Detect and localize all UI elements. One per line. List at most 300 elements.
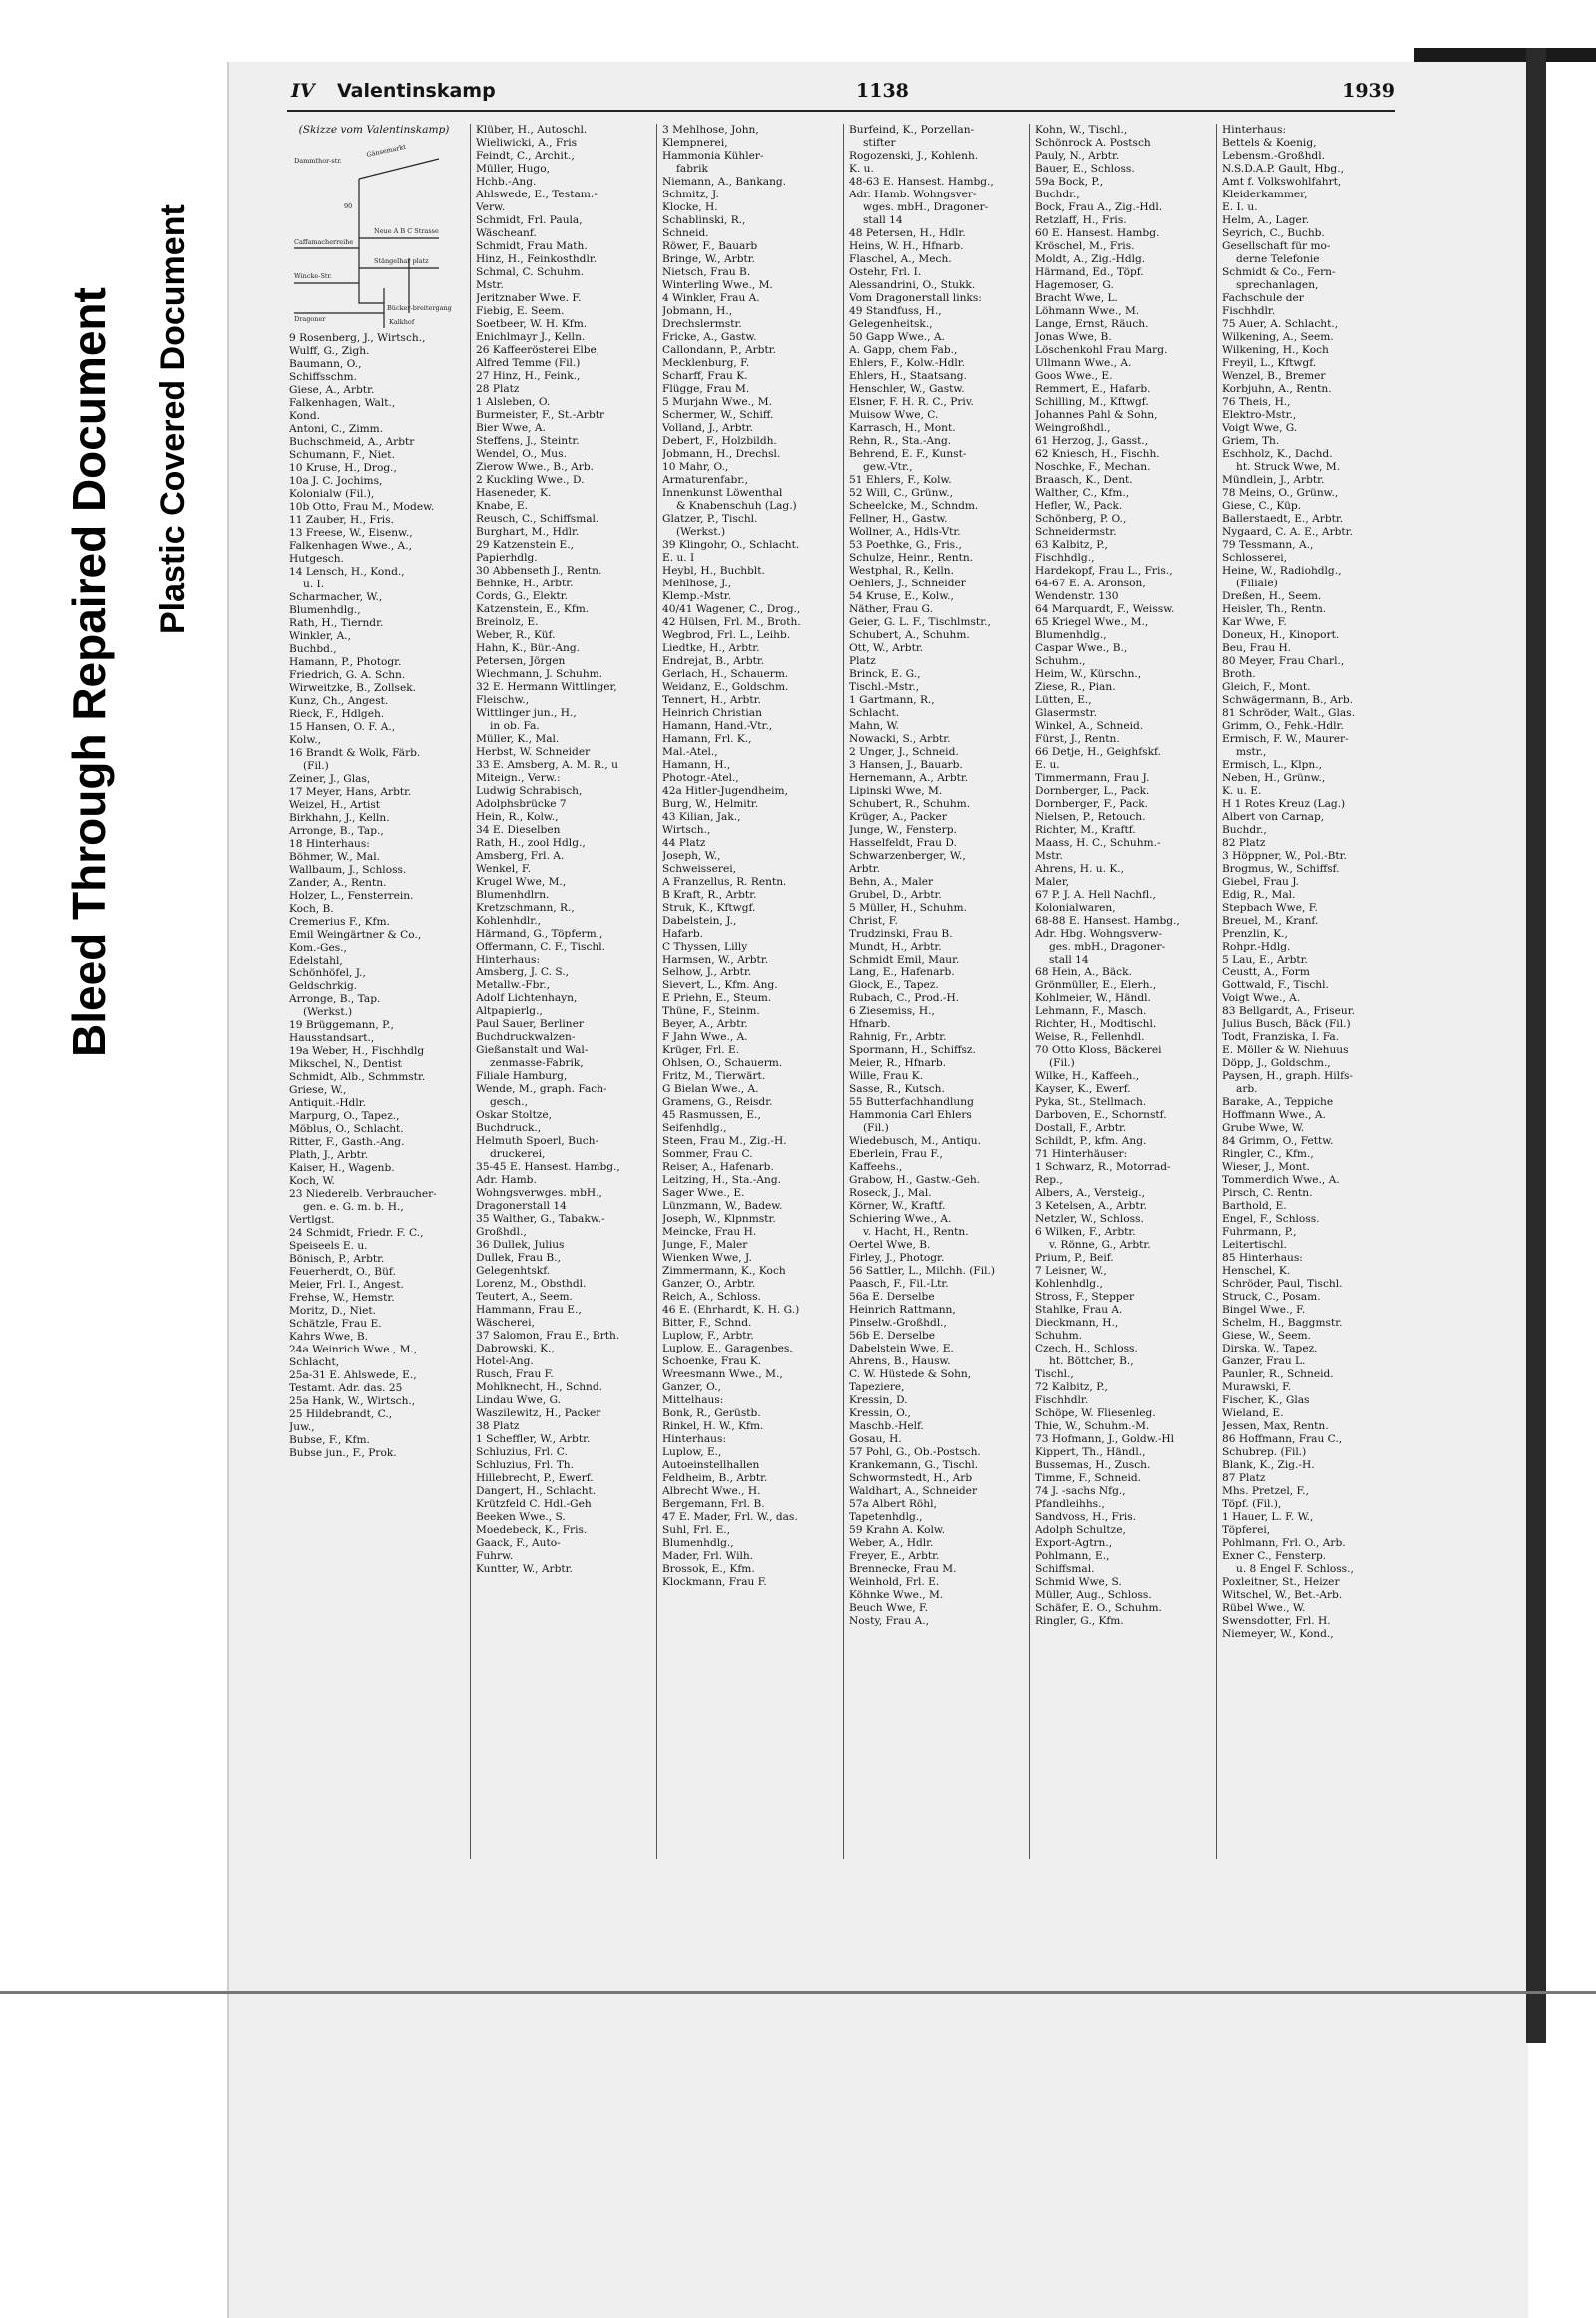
directory-entry: Engel, F., Schloss. — [1222, 1213, 1320, 1225]
directory-entry: Frehse, W., Hemstr. — [289, 1292, 395, 1304]
directory-entry: Tapetenhdlg., — [849, 1511, 923, 1523]
directory-entry: Schuhm., — [1035, 655, 1086, 667]
directory-entry: Bauer, E., Schloss. — [1035, 163, 1135, 175]
directory-entry: 10 Mahr, O., — [662, 461, 729, 473]
directory-entry: Schneidermstr. — [1035, 526, 1117, 538]
directory-entry: 78 Meins, O., Grünw., — [1222, 487, 1339, 499]
directory-entry: 24 Schmidt, Friedr. F. C., — [289, 1227, 424, 1239]
directory-entry: Beyer, A., Arbtr. — [662, 1018, 748, 1030]
directory-entry: Rogozenski, J., Kohlenh. — [849, 150, 979, 162]
directory-entry: Brennecke, Frau M. — [849, 1563, 957, 1575]
directory-entry: Hinterhaus: — [1222, 124, 1287, 136]
directory-entry: Kretzschmann, R., — [476, 902, 575, 914]
directory-entry: Waszilewitz, H., Packer — [476, 1407, 601, 1419]
directory-entry: Krugel Wwe, M., — [476, 876, 567, 888]
directory-entry: Kunz, Ch., Angest. — [289, 695, 389, 707]
directory-entry: 3 Ketelsen, A., Arbtr. — [1035, 1200, 1147, 1212]
directory-entry: in ob. Fa. — [490, 720, 540, 732]
directory-entry: Grönmüller, E., Elerh., — [1035, 979, 1157, 991]
directory-entry: E. Möller & W. Niehuus — [1222, 1044, 1349, 1056]
directory-entry: Bier Wwe, A. — [476, 422, 546, 434]
directory-entry: Teutert, A., Seem. — [476, 1291, 573, 1303]
directory-entry: Goos Wwe., E. — [1035, 370, 1113, 382]
directory-column-1 — [289, 124, 459, 1460]
directory-entry: 56b E. Derselbe — [849, 1330, 936, 1342]
directory-entry: Tommerdich Wwe., A. — [1222, 1174, 1340, 1186]
directory-entry: Löschenkohl Frau Marg. — [1035, 344, 1168, 356]
directory-entry: H 1 Rotes Kreuz (Lag.) — [1222, 798, 1346, 810]
directory-entry: Koch, W. — [289, 1175, 335, 1187]
directory-entry: Schulze, Heinr., Rentn. — [849, 552, 974, 564]
directory-entry: 83 Bellgardt, A., Friseur. — [1222, 1005, 1355, 1017]
directory-entry: 80 Meyer, Frau Charl., — [1222, 655, 1345, 667]
directory-entry: Cremerius F., Kfm. — [289, 916, 390, 928]
directory-entry: Hoffmann Wwe., A. — [1222, 1109, 1326, 1121]
directory-entry: 43 Kilian, Jak., — [662, 811, 741, 823]
directory-entry: Grubel, D., Arbtr. — [849, 889, 942, 901]
directory-entry: Prenzlin, K., — [1222, 928, 1288, 940]
directory-entry: Fischhdlg., — [1035, 552, 1095, 564]
directory-entry: A. Gapp, chem Fab., — [849, 344, 958, 356]
directory-entry: Lindau Wwe, G. — [476, 1394, 561, 1406]
directory-entry: K. u. — [849, 163, 874, 175]
directory-entry: 67 P. J. A. Hell Nachfl., — [1035, 889, 1156, 901]
directory-entry: Koch, B. — [289, 903, 334, 915]
directory-entry: Mehlhose, J., — [662, 578, 732, 589]
directory-entry: Schönberg, P. O., — [1035, 513, 1127, 525]
directory-entry: Speiseels E. u. — [289, 1240, 368, 1252]
directory-entry: Reich, A., Schloss. — [662, 1291, 761, 1303]
directory-entry: Miteign., Verw.: — [476, 772, 561, 784]
directory-entry: 15 Hansen, O. F. A., — [289, 721, 396, 733]
directory-entry: Schermer, W., Schiff. — [662, 409, 774, 421]
directory-entry: 9 Rosenberg, J., Wirtsch., — [289, 332, 426, 344]
directory-entry: Lebensm.-Großhdl. — [1222, 150, 1325, 162]
directory-entry: Schubrep. (Fil.) — [1222, 1446, 1307, 1458]
directory-entry: Debert, F., Holzbildh. — [662, 435, 777, 447]
directory-entry: Bracht Wwe, L. — [1035, 292, 1118, 304]
directory-entry: Giebel, Frau J. — [1222, 876, 1300, 888]
directory-entry: Pohlmann, Frl. O., Arb. — [1222, 1537, 1346, 1549]
directory-entry: Fischhdlr. — [1035, 1394, 1089, 1406]
directory-entry: Fricke, A., Gastw. — [662, 331, 757, 343]
directory-entry: Hamann, H., — [662, 759, 731, 771]
directory-entry: Giese, C., Küp. — [1222, 500, 1302, 512]
directory-entry: 14 Lensch, H., Kond., — [289, 566, 405, 578]
directory-entry: Weber, R., Küf. — [476, 629, 556, 641]
directory-entry: 68-88 E. Hansest. Hambg., — [1035, 915, 1180, 927]
directory-entry: K. u. E. — [1222, 785, 1262, 797]
directory-entry: (Fil.) — [863, 1122, 889, 1134]
directory-entry: C Thyssen, Lilly — [662, 941, 748, 953]
directory-entry: Beeken Wwe., S. — [476, 1511, 566, 1523]
directory-entry: Wilkening, H., Koch — [1222, 344, 1329, 356]
directory-entry: Weidanz, E., Goldschm. — [662, 681, 789, 693]
directory-entry: Ahrens, B., Hausw. — [849, 1355, 951, 1367]
directory-entry: Barake, A., Teppiche — [1222, 1096, 1334, 1108]
directory-entry: u. 8 Engel F. Schloss., — [1236, 1563, 1354, 1575]
directory-entry: 3 Höppner, W., Pol.-Btr. — [1222, 850, 1347, 862]
directory-entry: Härmand, G., Töpferm., — [476, 928, 603, 940]
directory-entry: Korbjuhn, A., Rentn. — [1222, 383, 1332, 395]
directory-entry: Verw. — [476, 201, 506, 213]
directory-entry: Pauly, N., Arbtr. — [1035, 150, 1120, 162]
directory-entry: Arronge, B., Tap. — [289, 993, 381, 1005]
directory-entry: 28 Platz — [476, 383, 520, 395]
directory-entry: Pyka, St., Stellmach. — [1035, 1096, 1147, 1108]
directory-entry: Bingel Wwe., F. — [1222, 1304, 1306, 1316]
directory-entry: 42 Hülsen, Frl. M., Broth. — [662, 616, 801, 628]
directory-entry: Gosau, H. — [849, 1433, 902, 1445]
directory-entry: Emil Weingärtner & Co., — [289, 929, 422, 941]
directory-entry: 57a Albert Röhl, — [849, 1498, 937, 1510]
directory-entry: Mündlein, J., Arbtr. — [1222, 474, 1325, 486]
directory-entry: Moedebeck, K., Fris. — [476, 1524, 588, 1536]
directory-entry: Wendel, O., Mus. — [476, 448, 567, 460]
directory-entry: 71 Hinterhäuser: — [1035, 1148, 1128, 1160]
directory-entry: Wollner, A., Hdls-Vtr. — [849, 526, 961, 538]
directory-entry: Adolf Lichtenhayn, — [476, 992, 578, 1004]
directory-entry: Moldt, A., Zig.-Hdlg. — [1035, 253, 1146, 265]
directory-entry: Burg, W., Helmitr. — [662, 798, 759, 810]
sketch-label: Neue A B C Strasse — [374, 227, 439, 235]
directory-entry: Rath, H., zool Hdlg., — [476, 837, 586, 849]
directory-entry: Selhow, J., Arbtr. — [662, 966, 752, 978]
directory-entry: 56 Sattler, L., Milchh. (Fil.) — [849, 1265, 996, 1277]
directory-entry: Kahrs Wwe, B. — [289, 1331, 369, 1343]
directory-entry: Todt, Franziska, I. Fa. — [1222, 1031, 1340, 1043]
directory-entry: Tischl., — [1035, 1368, 1074, 1380]
directory-entry: Wiedebusch, M., Antiqu. — [849, 1135, 981, 1147]
directory-entry: Schubert, A., Schuhm. — [849, 629, 970, 641]
directory-entry: Heinrich Christian — [662, 707, 762, 719]
sketch-label: Dragoner — [294, 315, 326, 323]
directory-entry: Ermisch, L., Klpn., — [1222, 759, 1322, 771]
directory-entry: 1 Scheffler, W., Arbtr. — [476, 1433, 591, 1445]
page-number: 1138 — [856, 80, 909, 102]
directory-column-5 — [1035, 124, 1205, 1628]
directory-entry: Maschb.-Helf. — [849, 1420, 924, 1432]
directory-entry: Buchdruckwalzen- — [476, 1031, 576, 1043]
directory-entry: Sievert, L., Kfm. Ang. — [662, 979, 778, 991]
directory-entry: Schäfer, E. O., Schuhm. — [1035, 1602, 1162, 1614]
directory-entry: derne Telefonie — [1236, 253, 1320, 265]
directory-entry: Junge, W., Fensterp. — [849, 824, 957, 836]
directory-entry: 38 Platz — [476, 1420, 520, 1432]
directory-entry: Walther, C., Kfm., — [1035, 487, 1130, 499]
directory-entry: Eschholz, K., Dachd. — [1222, 448, 1333, 460]
street-name: Valentinskamp — [337, 80, 496, 102]
directory-entry: Giese, W., Seem. — [1222, 1330, 1311, 1342]
directory-entry: Schönhöfel, J., — [289, 967, 366, 979]
directory-entry: Fürst, J., Rentn. — [1035, 733, 1120, 745]
directory-entry: 44 Platz — [662, 837, 706, 849]
directory-entry: Paul Sauer, Berliner — [476, 1018, 584, 1030]
directory-entry: Scharff, Frau K. — [662, 370, 748, 382]
directory-entry: Bussemas, H., Zusch. — [1035, 1459, 1151, 1471]
directory-entry: Mundt, H., Arbtr. — [849, 941, 942, 953]
directory-entry: 35-45 E. Hansest. Hambg., — [476, 1161, 620, 1173]
sketch-caption: (Skizze vom Valentinskamp) — [298, 124, 450, 136]
directory-entry: Timmermann, Frau J. — [1035, 772, 1150, 784]
directory-entry: Fischhdlr. — [1222, 305, 1276, 317]
directory-entry: Jobmann, H., Drechsl. — [662, 448, 781, 460]
directory-entry: Kaiser, H., Wagenb. — [289, 1162, 395, 1174]
directory-entry: E Priehn, E., Steum. — [662, 992, 772, 1004]
directory-entry: Böhmer, W., Mal. — [289, 851, 380, 863]
directory-entry: 7 Leisner, W., — [1035, 1265, 1107, 1277]
directory-entry: Hardekopf, Frau L., Fris., — [1035, 565, 1173, 577]
directory-entry: Bubse, F., Kfm. — [289, 1434, 370, 1446]
directory-entry: Winkler, A., — [289, 630, 352, 642]
directory-entry: Testamt. Adr. das. 25 — [289, 1382, 403, 1394]
directory-entry: Scheelcke, M., Schndm. — [849, 500, 979, 512]
directory-entry: 1 Hauer, L. F. W., — [1222, 1511, 1314, 1523]
directory-entry: Zeiner, J., Glas, — [289, 773, 371, 785]
directory-entry: 81 Schröder, Walt., Glas. — [1222, 707, 1355, 719]
directory-entry: 87 Platz — [1222, 1472, 1266, 1484]
directory-entry: Heins, W. H., Hfnarb. — [849, 240, 964, 252]
directory-entry: Karrasch, H., Mont. — [849, 422, 956, 434]
directory-entry: Stross, F., Stepper — [1035, 1291, 1135, 1303]
sketch-label: Bücker-breitergang — [387, 304, 452, 312]
directory-entry: Schwägermann, B., Arb. — [1222, 694, 1354, 706]
directory-entry: Knabe, E. — [476, 500, 528, 512]
directory-entry: Schwormstedt, H., Arb — [849, 1472, 973, 1484]
directory-entry: (Fil.) — [1049, 1057, 1075, 1069]
directory-entry: Griem, Th. — [1222, 435, 1280, 447]
directory-entry: Buchdruck., — [476, 1122, 542, 1134]
directory-entry: Feuerherdt, O., Büf. — [289, 1266, 396, 1278]
directory-entry: Schmitz, J. — [662, 189, 719, 200]
directory-entry: Ceustt, A., Form — [1222, 966, 1310, 978]
directory-entry: Buchbd., — [289, 643, 337, 655]
directory-entry: G Bielan Wwe., A. — [662, 1083, 759, 1095]
directory-entry: Helmuth Spoerl, Buch- — [476, 1135, 599, 1147]
directory-entry: 54 Kruse, E., Kolw., — [849, 590, 954, 602]
directory-entry: Steffens, J., Steintr. — [476, 435, 580, 447]
directory-entry: Innenkunst Löwenthal — [662, 487, 783, 499]
directory-entry: Arbtr. — [849, 863, 881, 875]
directory-entry: Schwarzenberger, W., — [849, 850, 966, 862]
directory-entry: Poxleitner, St., Heizer — [1222, 1576, 1340, 1588]
directory-entry: Schildt, P., kfm. Ang. — [1035, 1135, 1147, 1147]
directory-entry: Metallw.-Fbr., — [476, 979, 550, 991]
directory-entry: Oertel Wwe, B. — [849, 1239, 931, 1251]
directory-entry: Feindt, C., Archit., — [476, 150, 575, 162]
directory-entry: Breuel, M., Kranf. — [1222, 915, 1319, 927]
directory-entry: Harmsen, W., Arbtr. — [662, 954, 769, 966]
directory-entry: 32 E. Hermann Wittlinger, — [476, 681, 617, 693]
directory-entry: Dabrowski, K., — [476, 1343, 555, 1354]
directory-entry: Mecklenburg, F. — [662, 357, 750, 369]
directory-entry: Helm, A., Lager. — [1222, 214, 1310, 226]
sketch-label: Stängelhar platz — [374, 257, 429, 265]
directory-entry: Klemp.-Mstr. — [662, 590, 732, 602]
directory-entry: Nygaard, C. A. E., Arbtr. — [1222, 526, 1353, 538]
directory-entry: Nietsch, Frau B. — [662, 266, 751, 278]
directory-entry: Mal.-Atel., — [662, 746, 718, 758]
directory-entry: Wille, Frau K. — [849, 1070, 924, 1082]
directory-entry: 39 Klingohr, O., Schlacht. — [662, 539, 800, 551]
directory-entry: Friedrich, G. A. Schn. — [289, 669, 406, 681]
directory-entry: Lipinski Wwe, M. — [849, 785, 943, 797]
directory-entry: Wreesmann Wwe., M., — [662, 1368, 783, 1380]
directory-entry: Meier, Frl. I., Angest. — [289, 1279, 404, 1291]
directory-entry: Weingroßhdl., — [1035, 422, 1111, 434]
directory-entry: Ohlsen, O., Schauerm. — [662, 1057, 783, 1069]
directory-entry: Lang, E., Hafenarb. — [849, 966, 955, 978]
directory-entry: Brossok, E., Kfm. — [662, 1563, 755, 1575]
directory-entry: Juw., — [289, 1421, 315, 1433]
directory-entry: Bitter, F., Schnd. — [662, 1317, 752, 1329]
directory-entry: 57 Pohl, G., Ob.-Postsch. — [849, 1446, 981, 1458]
directory-entry: Thüne, F., Steinm. — [662, 1005, 760, 1017]
directory-entry: Mstr. — [476, 279, 504, 291]
directory-entry: Wienken Wwe, J. — [662, 1252, 752, 1264]
directory-entry: 34 E. Dieselben — [476, 824, 561, 836]
directory-entry: 40/41 Wagener, C., Drog., — [662, 603, 801, 615]
directory-entry: 25a Hank, W., Wirtsch., — [289, 1395, 416, 1407]
directory-entry: 24a Weinrich Wwe., M., — [289, 1344, 418, 1355]
directory-entry: Adr. Hamb. — [476, 1174, 537, 1186]
directory-entry: Rusch, Frau F. — [476, 1368, 554, 1380]
directory-entry: Firley, J., Photogr. — [849, 1252, 945, 1264]
directory-entry: Schiffsschm. — [289, 371, 357, 383]
directory-entry: Buchdr., — [1222, 824, 1267, 836]
directory-list — [1222, 124, 1392, 1641]
directory-entry: Blumenhdlrn. — [476, 889, 550, 901]
directory-entry: 25a-31 E. Ahlswede, E., — [289, 1369, 417, 1381]
directory-entry: Schmidt, Frl. Paula, — [476, 214, 583, 226]
directory-entry: 3 Hansen, J., Bauarb. — [849, 759, 963, 771]
directory-entry: Schluzius, Frl. Th. — [476, 1459, 574, 1471]
directory-entry: 82 Platz — [1222, 837, 1266, 849]
directory-entry: Broth. — [1222, 668, 1256, 680]
directory-entry: Müller, Aug., Schloss. — [1035, 1589, 1152, 1601]
directory-entry: Wohngsverwges. mbH., — [476, 1187, 602, 1199]
directory-entry: stall 14 — [1049, 954, 1089, 966]
directory-entry: Elsner, F. H. R. C., Priv. — [849, 396, 974, 408]
directory-entry: Jeritznaber Wwe. F. — [476, 292, 582, 304]
directory-entry: Fritz, M., Tierwärt. — [662, 1070, 766, 1082]
directory-entry: Rep., — [1035, 1174, 1063, 1186]
directory-entry: Fiebig, E. Seem. — [476, 305, 565, 317]
directory-entry: Lünzmann, W., Badew. — [662, 1200, 783, 1212]
directory-entry: Ganzer, Frau L. — [1222, 1355, 1306, 1367]
directory-entry: Wirtsch., — [662, 824, 711, 836]
directory-entry: Beu, Frau H. — [1222, 642, 1292, 654]
directory-entry: Schelm, H., Baggmstr. — [1222, 1317, 1343, 1329]
directory-entry: Bock, Frau A., Zig.-Hdl. — [1035, 201, 1163, 213]
directory-entry: Töpferei, — [1222, 1524, 1271, 1536]
directory-entry: (Werkst.) — [303, 1006, 353, 1018]
directory-entry: Pinselw.-Großhdl., — [849, 1317, 947, 1329]
directory-entry: Junge, F., Maler — [662, 1239, 748, 1251]
directory-entry: Bönisch, P., Arbtr. — [289, 1253, 385, 1265]
directory-entry: Adolph Schultze, — [1035, 1524, 1126, 1536]
directory-entry: Scharmacher, W., — [289, 591, 383, 603]
directory-entry: Braasch, K., Dent. — [1035, 474, 1133, 486]
directory-entry: Meier, R., Hfnarb. — [849, 1057, 946, 1069]
directory-entry: fabrik — [676, 163, 708, 175]
directory-entry: Holzer, L., Fensterrein. — [289, 890, 414, 902]
directory-entry: Gramens, G., Reisdr. — [662, 1096, 773, 1108]
directory-entry: 55 Butterfachhandlung — [849, 1096, 974, 1108]
directory-entry: Ullmann Wwe., A. — [1035, 357, 1132, 369]
directory-entry: 45 Rasmussen, E., — [662, 1109, 761, 1121]
directory-entry: Winterling Wwe., M. — [662, 279, 773, 291]
directory-entry: Zimmermann, K., Koch — [662, 1265, 786, 1277]
directory-entry: Heybl, H., Buchblt. — [662, 565, 765, 577]
directory-entry: arb. — [1236, 1083, 1258, 1095]
directory-entry: Klockmann, Frau F. — [662, 1576, 767, 1588]
directory-entry: (Filiale) — [1236, 578, 1278, 589]
directory-entry: Jobmann, H., — [662, 305, 733, 317]
directory-entry: Lehmann, F., Masch. — [1035, 1005, 1147, 1017]
directory-entry: 1 Gartmann, R., — [849, 694, 935, 706]
directory-entry: Freyer, E., Arbtr. — [849, 1550, 940, 1562]
directory-entry: Joseph, W., — [662, 850, 721, 862]
directory-entry: Breinolz, E. — [476, 616, 539, 628]
directory-entry: Voigt Wwe, G. — [1222, 422, 1298, 434]
directory-entry: Lütten, E., — [1035, 694, 1092, 706]
directory-entry: Sommer, Frau C. — [662, 1148, 753, 1160]
directory-entry: Thie, W., Schuhm.-M. — [1035, 1420, 1150, 1432]
directory-entry: Altpapierlg., — [476, 1005, 543, 1017]
directory-entry: Hotel-Ang. — [476, 1355, 534, 1367]
directory-entry: (Fil.) — [303, 760, 329, 772]
directory-entry: Schumann, F., Niet. — [289, 449, 395, 461]
directory-entry: 62 Kniesch, H., Fischh. — [1035, 448, 1160, 460]
directory-entry: Maass, H. C., Schuhm.- — [1035, 837, 1161, 849]
directory-entry: Caspar Wwe., B., — [1035, 642, 1128, 654]
directory-entry: 52 Will, C., Grünw., — [849, 487, 953, 499]
directory-entry: Wäscherei, — [476, 1317, 535, 1329]
directory-entry: Muisow Wwe, C. — [849, 409, 939, 421]
directory-entry: Johannes Pahl & Sohn, — [1035, 409, 1158, 421]
directory-entry: Trudzinski, Frau B. — [849, 928, 953, 940]
directory-entry: Rübel Wwe., W. — [1222, 1602, 1306, 1614]
directory-entry: Meincke, Frau H. — [662, 1226, 757, 1238]
directory-entry: Giese, A., Arbtr. — [289, 384, 375, 396]
directory-entry: Heisler, Th., Rentn. — [1222, 603, 1327, 615]
directory-entry: Kohlenhdlr., — [476, 915, 541, 927]
scan-bottom-edge — [0, 1991, 1596, 1994]
directory-entry: Wilke, H., Kaffeeh., — [1035, 1070, 1140, 1082]
directory-entry: Kolonialw (Fil.), — [289, 488, 375, 500]
directory-entry: Körner, W., Kraftf. — [849, 1200, 946, 1212]
directory-entry: Wendenstr. 130 — [1035, 590, 1119, 602]
directory-entry: Edig, R., Mal. — [1222, 889, 1296, 901]
directory-entry: 64 Marquardt, F., Weissw. — [1035, 603, 1175, 615]
directory-entry: Wiechmann, J. Schuhm. — [476, 668, 603, 680]
directory-entry: Wenzel, B., Bremer — [1222, 370, 1326, 382]
directory-entry: Weber, A., Hdlr. — [849, 1537, 934, 1549]
directory-entry: Kohlenhdlg., — [1035, 1278, 1103, 1290]
directory-entry: Suhl, Frl. E., — [662, 1524, 731, 1536]
directory-entry: Wäscheanf. — [476, 227, 537, 239]
directory-entry: Köhnke Wwe., M. — [849, 1589, 944, 1601]
directory-entry: Klempnerei, — [662, 137, 728, 149]
directory-entry: mstr., — [1236, 746, 1267, 758]
directory-entry: Grube Wwe, W. — [1222, 1122, 1305, 1134]
directory-entry: ges. mbH., Dragoner- — [1049, 941, 1166, 953]
section-number: IV — [291, 80, 315, 102]
directory-entry: Kar Wwe, F. — [1222, 616, 1287, 628]
directory-entry: Bettels & Koenig, — [1222, 137, 1317, 149]
directory-entry: Antiquit.-Hdlr. — [289, 1097, 366, 1109]
